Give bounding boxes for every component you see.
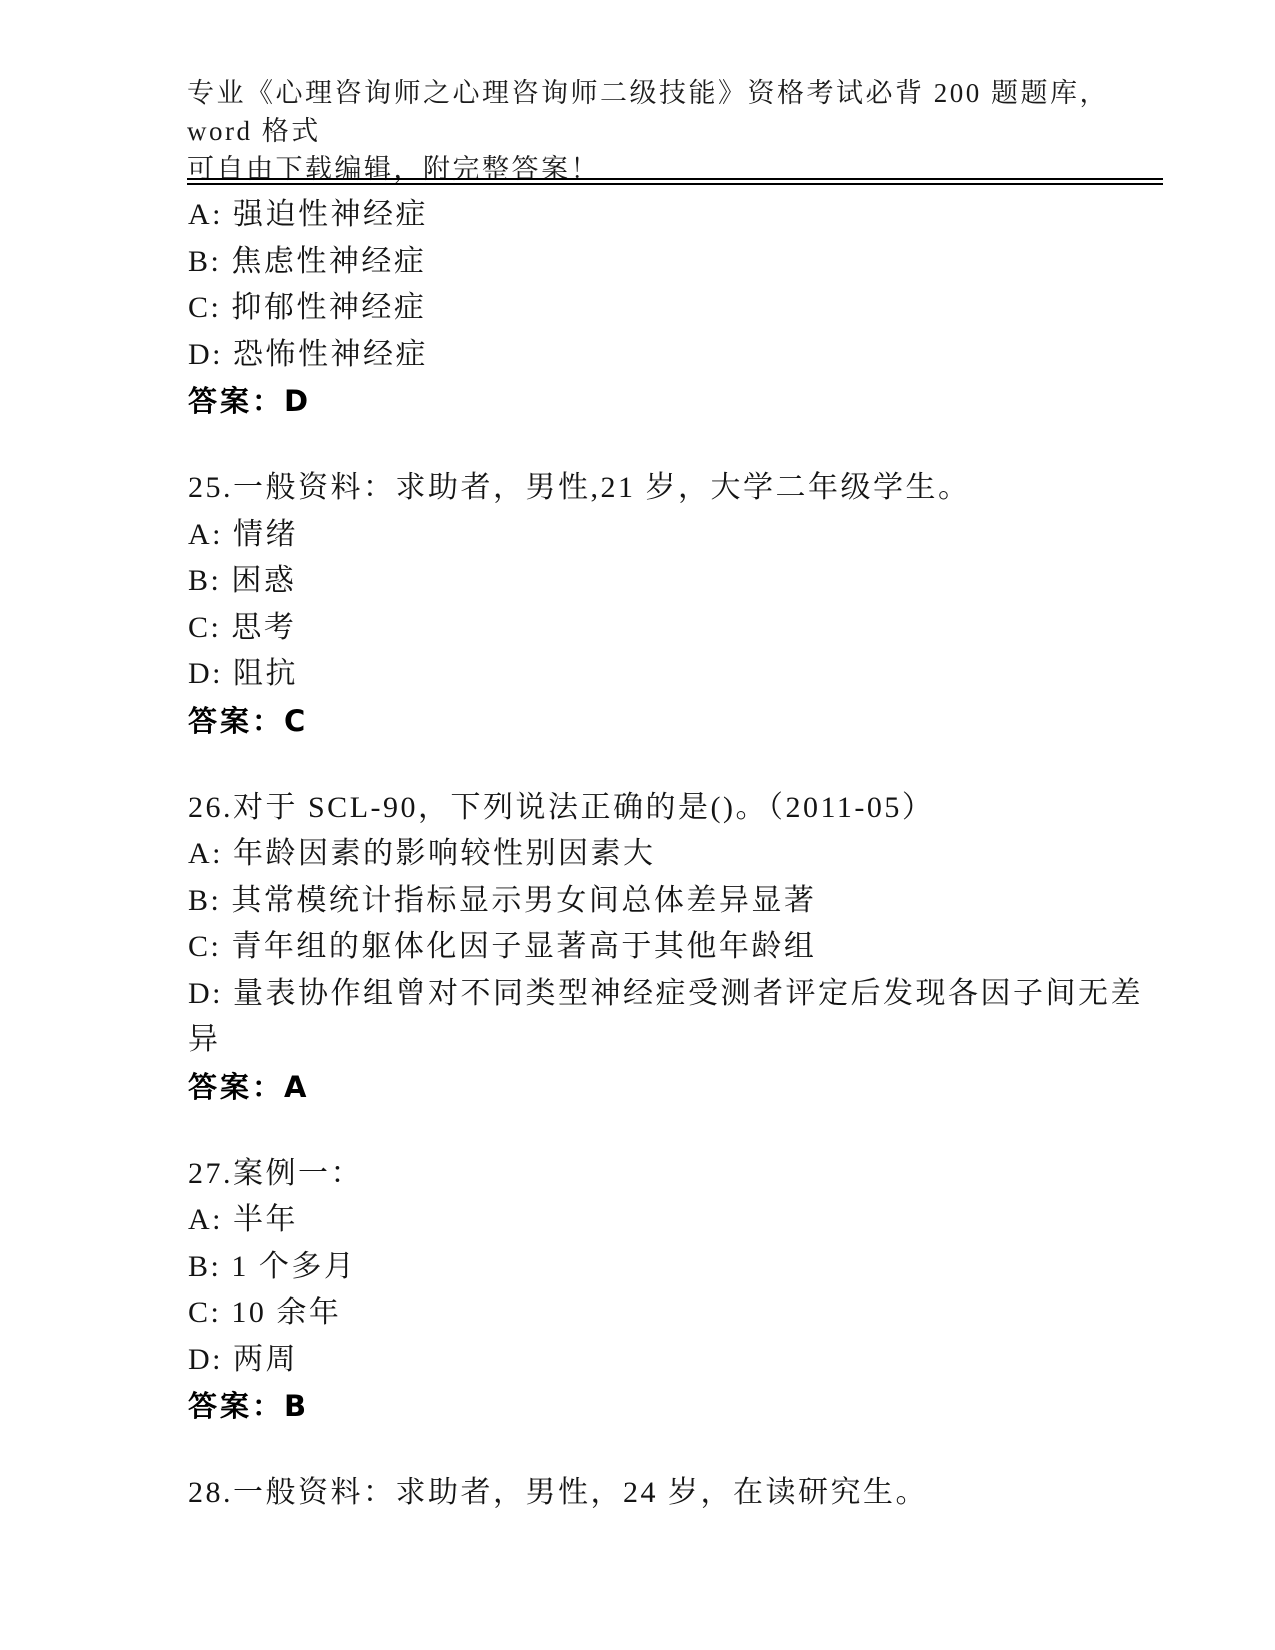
- header-title-line1: 专业《心理咨询师之心理咨询师二级技能》资格考试必背 200 题题库，word 格式: [187, 78, 1109, 146]
- header-divider-rule: [187, 178, 1163, 185]
- question-block-28: [188, 1470, 1168, 1517]
- option-a: A: 半年: [188, 1203, 298, 1236]
- option-d: D: 两周: [188, 1342, 298, 1376]
- page-header: [187, 74, 1147, 188]
- question-title: 25.一般资料：求助者，男性,21 岁，大学二年级学生。: [188, 471, 971, 504]
- answer-line: 答案：A: [188, 1069, 310, 1104]
- answer-line: 答案：B: [188, 1389, 310, 1423]
- option-b: B: 困惑: [188, 564, 297, 597]
- question-list: [188, 192, 1168, 1557]
- option-b: B: 1 个多月: [188, 1249, 357, 1283]
- option-d: D: 恐怖性神经症: [188, 337, 428, 371]
- option-a: A: 强迫性神经症: [188, 198, 428, 231]
- header-title-line2: 可自由下载编辑，附完整答案！: [187, 154, 600, 184]
- question-block-24-continuation: [188, 192, 1168, 425]
- option-b: B: 焦虑性神经症: [188, 244, 427, 278]
- answer-line: 答案：D: [188, 384, 312, 418]
- option-c: C: 青年组的躯体化因子显著高于其他年龄组: [188, 930, 817, 963]
- option-c: C: 思考: [188, 610, 297, 644]
- option-c: C: 10 余年: [188, 1296, 342, 1329]
- option-b: B: 其常模统计指标显示男女间总体差异显著: [188, 883, 817, 917]
- question-title: 27.案例一：: [188, 1156, 363, 1190]
- question-title: 28.一般资料：求助者，男性，24 岁，在读研究生。: [188, 1476, 928, 1509]
- question-block-25: [188, 465, 1168, 744]
- option-d: D: 量表协作组曾对不同类型神经症受测者评定后发现各因子间无差异: [188, 976, 1143, 1056]
- answer-line: 答案：C: [188, 703, 309, 738]
- option-c: C: 抑郁性神经症: [188, 291, 427, 324]
- question-title: 26.对于 SCL-90，下列说法正确的是()。（2011-05）: [188, 790, 935, 824]
- question-block-26: [188, 785, 1168, 1111]
- option-d: D: 阻抗: [188, 657, 298, 690]
- question-block-27: [188, 1151, 1168, 1430]
- option-a: A: 年龄因素的影响较性别因素大: [188, 837, 656, 870]
- option-a: A: 情绪: [188, 517, 298, 551]
